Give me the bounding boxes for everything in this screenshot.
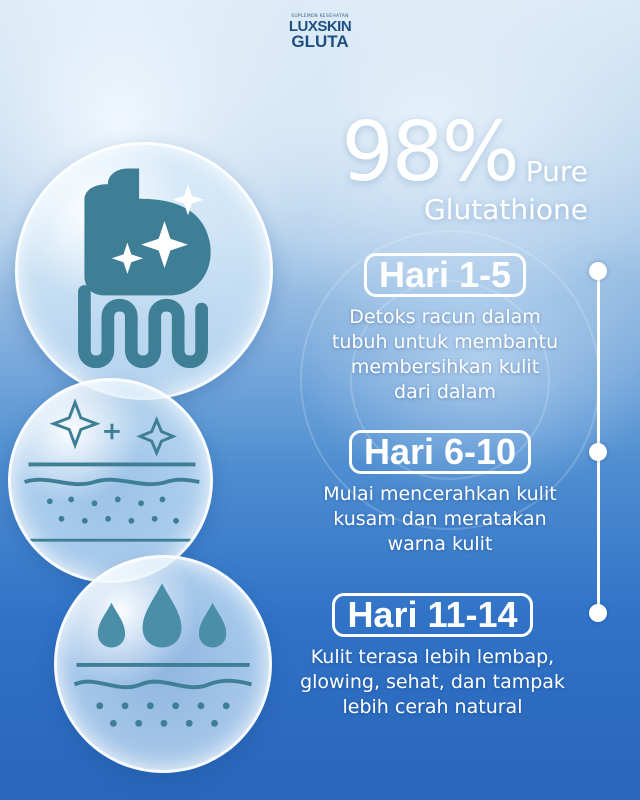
step-description: Mulai mencerahkan kulit kusam dan meratakan warna kulit bbox=[323, 483, 557, 555]
brand-logo bbox=[270, 14, 370, 50]
skin-sparkle-bubble bbox=[8, 378, 213, 583]
timeline-step-2 bbox=[290, 430, 590, 557]
step-label: Hari 11-14 bbox=[332, 593, 532, 637]
step-description: Kulit terasa lebih lembap, glowing, sehat, dan tampak lebih cerah natural bbox=[300, 646, 565, 718]
skin-water-drops-icon bbox=[57, 558, 269, 770]
step-label: Hari 6-10 bbox=[349, 430, 531, 474]
timeline-dot bbox=[589, 262, 607, 280]
stomach-bubble bbox=[15, 142, 273, 400]
timeline-step-1 bbox=[300, 253, 590, 405]
headline-ingredient: Glutathione bbox=[424, 193, 588, 226]
timeline-dot bbox=[589, 604, 607, 622]
water-drop-bubble bbox=[54, 555, 272, 773]
skin-layer-sparkle-icon bbox=[11, 381, 210, 580]
timeline-step-3 bbox=[275, 593, 590, 720]
step-label: Hari 1-5 bbox=[364, 253, 526, 297]
headline bbox=[341, 105, 588, 226]
stomach-intestine-icon bbox=[18, 145, 270, 397]
brand-name-line1: LUXSKIN bbox=[288, 18, 352, 35]
headline-percent: 98% bbox=[341, 105, 518, 200]
step-description: Detoks racun dalam tubuh untuk membantu membersihkan kulit dari dalam bbox=[331, 306, 559, 403]
timeline-line bbox=[597, 268, 600, 614]
brand-tagline: SUPLEMEN KESEHATAN bbox=[291, 14, 349, 19]
brand-name-line2: GLUTA bbox=[291, 32, 349, 51]
headline-pure: Pure bbox=[525, 155, 588, 188]
timeline-dot bbox=[589, 443, 607, 461]
